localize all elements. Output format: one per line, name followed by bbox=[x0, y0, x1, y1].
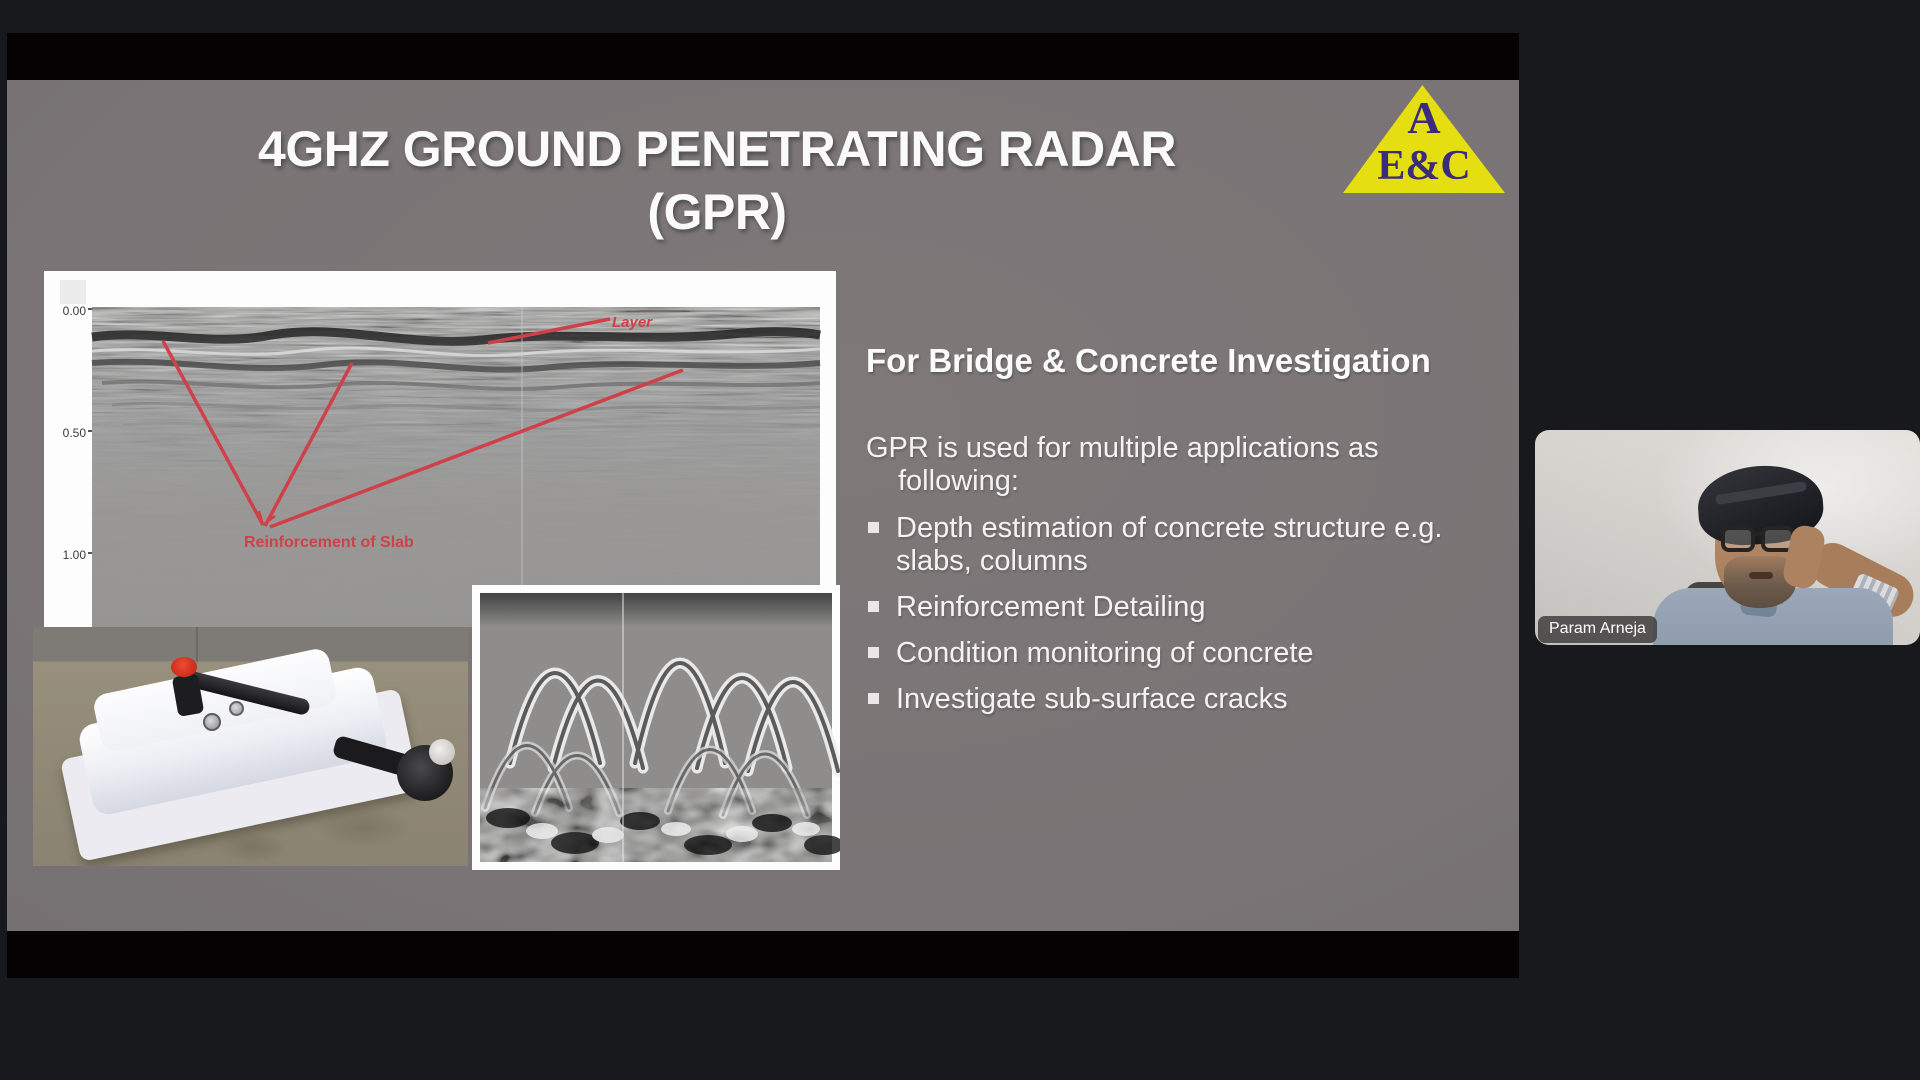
gpr-antenna-photo bbox=[33, 627, 468, 866]
bullet-text: Reinforcement Detailing bbox=[896, 591, 1206, 623]
bullet-text: Depth estimation of concrete structure e.g. slabs, columns bbox=[896, 512, 1443, 577]
section-heading: For Bridge & Concrete Investigation bbox=[866, 342, 1431, 379]
gpr-wheel-hub bbox=[429, 739, 455, 765]
bullet-item bbox=[866, 683, 1478, 716]
logo-letter-a: A bbox=[1407, 92, 1441, 143]
participant-video-tile[interactable] bbox=[1535, 430, 1920, 645]
slide-title-line2: (GPR) bbox=[647, 184, 787, 240]
radargram-profile-image bbox=[44, 271, 836, 627]
person-mouth bbox=[1749, 572, 1773, 579]
tick-05: 0.50 bbox=[62, 426, 86, 440]
glasses-bridge bbox=[1753, 532, 1763, 536]
bullet-item bbox=[866, 637, 1478, 670]
bullet-square-icon bbox=[868, 601, 879, 612]
tick-0: 0.00 bbox=[62, 304, 86, 318]
logo-letters-ec: E&C bbox=[1377, 143, 1471, 189]
bullet-square-icon bbox=[868, 647, 879, 658]
application-bullet-list bbox=[866, 512, 1478, 729]
letterbox-bottom bbox=[7, 931, 1519, 978]
participant-name-badge: Param Arneja bbox=[1538, 616, 1657, 643]
screen-share-region bbox=[7, 33, 1519, 978]
gpr-connector bbox=[203, 713, 221, 731]
slide-title-line1: 4GHZ GROUND PENETRATING RADAR bbox=[258, 121, 1176, 177]
radargram-hyperbola-panel bbox=[472, 585, 840, 870]
bullet-text: Investigate sub-surface cracks bbox=[896, 683, 1288, 715]
tick-1: 1.00 bbox=[62, 548, 86, 562]
bullet-text: Condition monitoring of concrete bbox=[896, 637, 1314, 669]
gpr-red-knob bbox=[171, 657, 197, 677]
bullet-square-icon bbox=[868, 522, 879, 533]
slide-title bbox=[67, 118, 1367, 244]
glasses-left-lens bbox=[1721, 526, 1755, 552]
presentation-slide bbox=[7, 80, 1519, 931]
bullet-item bbox=[866, 591, 1478, 624]
radargram-hyperbola-image bbox=[472, 585, 840, 870]
layer-annotation-label: Layer bbox=[612, 314, 653, 331]
radargram-profile-panel bbox=[44, 271, 836, 627]
bullet-square-icon bbox=[868, 693, 879, 704]
photo-wall-seam bbox=[196, 627, 198, 662]
gpr-connector-2 bbox=[229, 701, 244, 716]
intro-paragraph: GPR is used for multiple applications as following: bbox=[866, 432, 1379, 497]
aec-logo bbox=[1343, 85, 1505, 193]
bullet-item bbox=[866, 512, 1478, 578]
letterbox-top bbox=[7, 33, 1519, 80]
reinforcement-annotation-label: Reinforcement of Slab bbox=[244, 534, 414, 551]
